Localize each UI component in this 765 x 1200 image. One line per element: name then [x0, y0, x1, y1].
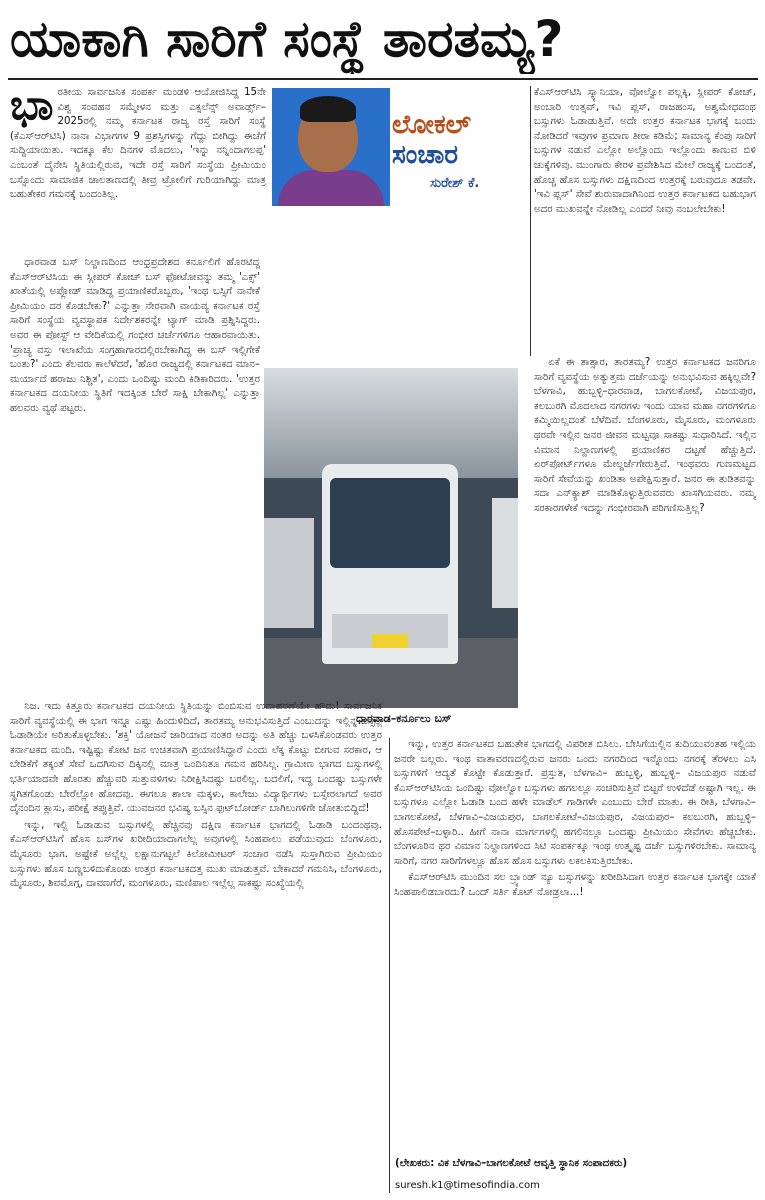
- paragraph-3: ನಿಜ. ಇದು ಕಿತ್ತೂರು ಕರ್ನಾಟಕದ ದಯನೀಯ ಸ್ಥಿತಿಯನ್ನು ಬಿಂಬಿಸುವ ಉದಾಹರಣೆಯೇ ಹೌದು! ಸಾರ್ವಜನಿಕ ಸಾರಿಗೆ ವ್ಯವಸ್ಥೆಯಲ್ಲಿ ಈ ಭಾಗ ಇನ್ನೂ ಎಷ್ಟು ಹಿಂದುಳಿದಿದೆ, ತಾರತಮ್ಯ ಅನುಭವಿಸುತ್ತಿದೆ ಎಂಬುದನ್ನು ಇಲ್ಲಿನ್ನ ಬಸ್ಸಲ್ಲಿ ಓಡಾಡಿಯೇ ಅರಿತುಕೊಳ್ಳಬೇಕು. 'ಶಕ್ತಿ' ಯೋಜನೆ ಜಾರಿಯಾದ ನಂತರ ಅದನ್ನು ಅತಿ ಹೆಚ್ಚು ಬಳಸಿಕೊಂಡವರು ಉತ್ತರ ಕರ್ನಾಟಕದ ಮಂದಿ. ಇಷ್ಟಿಷ್ಟು ಕೋಟಿ ಜನ ಉಚಿತವಾಗಿ ಪ್ರಯಾಣಿಸಿದ್ದಾರೆ ಎಂದು ಲೆಕ್ಕ ಕೊಟ್ಟು ಬೀಗುವ ಸರಕಾರ, ಆ ಬೇಡಿಕೆಗೆ ತಕ್ಕಂತೆ ಸೇವೆ ಒದಗಿಸುವ ದಿಕ್ಕಿನಲ್ಲಿ ಮಾತ್ರ ಒಂದಿನಿತೂ ಗಮನ ಹರಿಸಿಲ್ಲ. ಗ್ರಾಮೀಣ ಭಾಗದ ಬಸ್ಸುಗಳಲ್ಲಿ ಭರ್ತಿಯಾದವೇ ಹೊರತು ಹೆಚ್ಚುವರಿ ಸುತ್ತುವಳಿಗಳು ನಿರೀಕ್ಷಿಸಿದಷ್ಟು ಬರಲಿಲ್ಲ. ಬದಲಿಗೆ, ಇದ್ದ ಒಂದಷ್ಟು ಬಸ್ಸುಗಳೇ ಸ್ಥಗಿತಗೊಂಡು ಬೇರೆಲ್ಲೋ ಹೋದವು. ಈಗಲೂ ಶಾಲಾ ಮಕ್ಕಳು, ಕಾಲೇಜು ವಿದ್ಯಾರ್ಥಿಗಳು ಬಸ್ಸೇರಲಾಗದೆ ಅವರ ದೈನಂದಿನ ಕ್ಲಾಸು, ಪರೀಕ್ಷೆ ತಪ್ಪುತ್ತಿವೆ. ಯುವಜನರ ಭವಿಷ್ಯ ಬಸ್ಸಿನ ಫುಟ್‌ಬೋರ್ಡ್ ಬಾಗಿಲುಗಳಿಗೇ ಜೋತುಬಿದ್ದಿದೆ!: [10, 701, 382, 815]
- column-author: ಸುರೇಶ್ ಕೆ.: [430, 176, 480, 191]
- author-portrait: [272, 88, 390, 206]
- photo-main-bus: [322, 464, 458, 664]
- headline: ಯಾಕಾಗಿ ಸಾರಿಗೆ ಸಂಸ್ಥೆ ತಾರತಮ್ಯ?: [10, 10, 564, 68]
- column-divider: [389, 738, 390, 1193]
- right-paragraph-2: ಏಕೆ ಈ ತಾತ್ಸಾರ, ತಾರತಮ್ಯ? ಉತ್ತರ ಕರ್ನಾಟಕದ ಜನರಿಗೂ ಸಾರಿಗೆ ವ್ಯವಸ್ಥೆಯ ಅತ್ಯುತ್ತಮ ದರ್ಜೆಯನ್ನು ಅನುಭವಿಸುವ ಹಕ್ಕಿಲ್ಲವೇ? ಬೆಳಗಾವಿ, ಹುಬ್ಬಳ್ಳಿ–ಧಾರವಾಡ, ಬಾಗಲಕೋಟೆ, ವಿಜಯಪುರ, ಕಲಬುರಗಿ ಮೊದಲಾದ ನಗರಗಳು ಇಂದು ಯಾವ ಮಹಾ ನಗರಗಳಿಗೂ ಕಮ್ಮಿಯಿಲ್ಲದಂತೆ ಬೆಳೆದಿವೆ. ಬೆಂಗಳೂರು, ಮೈಸೂರು, ಮಂಗಳೂರು ಥರವೇ ಇಲ್ಲಿನ ಜನರ ಜೀವನ ಮಟ್ಟವೂ ಸಾಕಷ್ಟು ಸುಧಾರಿಸಿದೆ. ಇಲ್ಲಿನ ವಿಮಾನ ನಿಲ್ದಾಣಗಳಲ್ಲಿ ಪ್ರಯಾಣಿಕರ ದಟ್ಟಣೆ ಹೆಚ್ಚುತ್ತಿದೆ. ಏರ್‌ಪೋರ್ಟ್‌ಗಳೂ ಮೇಲ್ದರ್ಜೆಗೇರುತ್ತಿವೆ. ಇಂಥವರು ಗುಣಮಟ್ಟದ ಸಾರಿಗೆ ಸೇವೆಯನ್ನು ಖಂಡಿತಾ ಅಪೇಕ್ಷಿಸುತ್ತಾರೆ. ಜನರ ಈ ತುಡಿತವನ್ನು ಸದಾ ಎನ್‌ಕ್ಯಾಶ್ ಮಾಡಿಕೊಳ್ಳುತ್ತಿರುವವರು ಖಾಸಗಿಯವರು. ನಮ್ಮ ಸರಕಾರಗಳೇಕೆ ಇದನ್ನು ಗಂಭೀರವಾಗಿ ಪರಿಗಣಿಸುತ್ತಿಲ್ಲ?: [534, 357, 756, 514]
- article-column-left-bottom: [10, 700, 382, 1188]
- photo-bus-right: [492, 498, 518, 608]
- photo-caption: ಧಾರವಾಡ–ಕರ್ನೂಲು ಬಸ್: [356, 712, 452, 725]
- bus-photo: [264, 368, 518, 708]
- right-paragraph-4: ಕೆಎಸ್‌ಆರ್‌ಟಿಸಿ ಮುಂದಿನ ಸಲ ಬ್ರ್ಯಾಂಡ್ ನ್ಯೂ ಬಸ್ಸುಗಳನ್ನು ಖರೀದಿಸಿದಾಗ ಉತ್ತರ ಕರ್ನಾಟಕ ಭಾಗಕ್ಕೇ ಯಾಕೆ ಸಿಂಹಪಾಲಿಡಬಾರದು? ಒಂದ್ ಸರ್ತಿ ಕೊಟ್ ನೋಡ್ರಲಾ...!: [394, 872, 756, 898]
- headline-rule: [8, 78, 758, 80]
- intro-paragraph: ರತೀಯ ಸಾರ್ವಜನಿಕ ಸಂಪರ್ಕ ಮಂಡಳಿ ಆಯೋಜಿಸಿದ್ದ 15ನೇ ವಿಶ್ವ ಸಂವಹನ ಸಮ್ಮೇಳನ ಮತ್ತು ಎಕ್ಸಲೆನ್ಸ್ ಅವಾರ್ಡ್ಸ್–2025ರಲ್ಲಿ ನಮ್ಮ ಕರ್ನಾಟಕ ರಾಜ್ಯ ರಸ್ತೆ ಸಾರಿಗೆ ಸಂಸ್ಥೆ (ಕೆಎಸ್‌ಆರ್‌ಟಿಸಿ) ನಾನಾ ವಿಭಾಗಗಳ 9 ಪ್ರಶಸ್ತಿಗಳನ್ನು ಗೆದ್ದು ಬೀಗಿದ್ದು ಈಚೆಗೆ ಸುದ್ದಿಯಾಯಿತು. ಇದಕ್ಕೂ ಕೆಲ ದಿನಗಳ ಮೊದಲು, 'ಇನ್ನು ನನ್ನಿಂದಾಗಲಪ್ಪ' ಎಂಬಂತೆ ದೈನೇಸಿ ಸ್ಥಿತಿಯಲ್ಲಿರುವ, ಇದೇ ರಸ್ತೆ ಸಾರಿಗೆ ಸಂಸ್ಥೆಯ ಪ್ರೀಮಿಯಂ ಬಸ್ಸೊಂದು ಸಾಮಾಜಿಕ ಜಾಲತಾಣದಲ್ಲಿ ತೀವ್ರ ಟ್ರೋಲಿಗೆ ಗುರಿಯಾಗಿದ್ದು ಮಾತ್ರ ಬಹುತೇಕರ ಗಮನಕ್ಕೆ ಬಂದಂತಿಲ್ಲ.: [10, 87, 266, 201]
- article-column-left-top: [10, 86, 266, 252]
- right-paragraph-1: ಕೆಎಸ್‌ಆರ್‌ಟಿಸಿ ಸ್ಕ್ಯಾನಿಯಾ, ವೋಲ್ವೋ ಪಲ್ಲಕ್ಕಿ, ಸ್ಲೀಪರ್ ಕೋಚ್, ಅಂಬಾರಿ ಉತ್ಸವ್, ಇವಿ ಪ್ಲಸ್, ರಾಜಹಂಸ, ಅಶ್ವಮೇಧದಂಥ ಬಸ್ಸುಗಳು ಓಡಾಡುತ್ತಿವೆ. ಅದೇ ಉತ್ತರ ಕರ್ನಾಟಕ ಭಾಗಕ್ಕೆ ಬಂದು ನೋಡಿದರೆ ಇವುಗಳ ಪ್ರಮಾಣ ತೀರಾ ಕಡಿಮೆ; ಸಾಮಾನ್ಯ ಕೆಂಪು ಸಾರಿಗೆ ಬಸ್ಸುಗಳ ನಡುವೆ ಎಲ್ಲೋ ಅಲ್ಲೊಂದು ಇಲ್ಲೊಂದು ಕಾಣುವ ಬಿಳಿ ಚುಕ್ಕೆಗಳಿವು. ಮುಂಗಾರು ಕೇರಳ ಪ್ರವೇಶಿಸಿದ ಮೇಲೆ ರಾಜ್ಯಕ್ಕೆ ಬಂದಂತೆ, ಹೊಚ್ಚ ಹೊಸ ಬಸ್ಸುಗಳು ದಕ್ಷಿಣದಿಂದ ಉತ್ತರಕ್ಕೆ ಬರುವುದೂ ತಡವೇ. 'ಇವಿ ಪ್ಲಸ್' ಸೇವೆ ಶುರುವಾದಾಗಿನಿಂದ ಉತ್ತರ ಕರ್ನಾಟಕದ ಬಹುಭಾಗ ಅದರ ಮುಖವನ್ನೇ ನೋಡಿಲ್ಲ ಎಂದರೆ ನೀವು ನಂಬಲೇಬೇಕು!: [534, 87, 756, 215]
- article-column-right-mid: [534, 356, 756, 740]
- right-paragraph-3: ಇನ್ನು, ಉತ್ತರ ಕರ್ನಾಟಕದ ಬಹುತೇಕ ಭಾಗದಲ್ಲಿ ವಿಪರೀತ ಬಿಸಿಲು. ಬೇಸಿಗೆಯಲ್ಲಿನ ಕುದಿಯುವಂತಹ ಇಲ್ಲಿಯ ಜನರೇ ಬಲ್ಲರು. ಇಂಥ ವಾತಾವರಣದಲ್ಲಿರುವ ಜನರು ಒಂದು ನಗರದಿಂದ ಇನ್ನೊಂದು ನಗರಕ್ಕೆ ತೆರಳಲು ಎಸಿ ಬಸ್ಸುಗಳಿಗೆ ಆದ್ಯತೆ ಕೊಟ್ಟೇ ಕೊಡುತ್ತಾರೆ. ಪ್ರಸ್ತುತ, ಬೆಳಗಾವಿ– ಹುಬ್ಬಳ್ಳಿ, ಹುಬ್ಬಳ್ಳಿ– ವಿಜಯಪುರ ನಡುವೆ ಕೆಎಸ್‌ಆರ್‌ಟಿಸಿಯ ಒಂದಿಷ್ಟು ವೋಲ್ವೋ ಬಸ್ಸುಗಳು ಹಗಲಲ್ಲೂ ಸಂಚರಿಸುತ್ತಿವೆ ಬಿಟ್ಟರೆ ಉಳಿದೆಡೆ ಅಷ್ಟಾಗಿ ಇಲ್ಲ. ಈ ಬಸ್ಸುಗಳೂ ಎಲ್ಲೋ ಓಡಾಡಿ ಬಂದ ಹಳೇ ಮಾಡೆಲ್ ಗಾಡಿಗಳೇ ಎಂಬುದು ಬೇರೆ ಮಾತು. ಈ ರೀತಿ, ಬೆಳಗಾವಿ–ಬಾಗಲಕೋಟೆ, ಬೆಳಗಾವಿ–ವಿಜಯಪುರ, ಬಾಗಲಕೋಟೆ–ವಿಜಯಪುರ, ವಿಜಯಪುರ– ಕಲಬುರಗಿ, ಹುಬ್ಬಳ್ಳಿ– ಹೊಸಪೇಟೆ–ಬಳ್ಳಾರಿ.. ಹೀಗೆ ನಾನಾ ಮಾರ್ಗಗಳಲ್ಲಿ ಹಗಲಿನಲ್ಲೂ ಒಂದಷ್ಟು ಪ್ರೀಮಿಯಂ ಸೇವೆಗಳು ಹೆಚ್ಚಬೇಕು. ಬೆಂಗಳೂರಿನ ಥರ ವಿಮಾನ ನಿಲ್ದಾಣಗಳಿಂದ ಸಿಟಿ ಸಂಪರ್ಕಕ್ಕೂ ಇಂಥ ಉತ್ಕೃಷ್ಟ ದರ್ಜೆ ಬಸ್ಸುಗಳಿರಬೇಕು. ಸಾಮಾನ್ಯ ಸಾರಿಗೆ, ನಗರ ಸಾರಿಗೆಗಳಲ್ಲೂ ಹೊಸ ಹೊಸ ಬಸ್ಸುಗಳು ಲಕಲಕಿಸುತ್ತಿರಬೇಕು.: [394, 739, 756, 867]
- article-column-right-bottom: [394, 738, 756, 1152]
- column-name-line1: ಲೋಕಲ್: [392, 110, 471, 140]
- portrait-shirt: [278, 170, 384, 206]
- column-divider-top: [530, 86, 531, 356]
- bus-stand-canopy: [264, 368, 518, 478]
- dropcap: ಭಾ: [10, 86, 54, 129]
- author-email: suresh.k1@timesofindia.com: [395, 1180, 540, 1191]
- author-note: (ಲೇಖಕರು: ವಿಕ ಬೆಳಗಾವಿ–ಬಾಗಲಕೋಟೆ ಆವೃತ್ತಿ ಸ್ಥಾನಿಕ ಸಂಪಾದಕರು): [395, 1158, 628, 1169]
- paragraph-2: ಧಾರವಾಡ ಬಸ್ ನಿಲ್ದಾಣದಿಂದ ಆಂಧ್ರಪ್ರದೇಶದ ಕರ್ನೂಲಿಗೆ ಹೊರಟಿದ್ದ ಕೆಎಸ್‌ಆರ್‌ಟಿಸಿಯ ಈ ಸ್ಲೀಪರ್ ಕೋಚ್ ಬಸ್ ಫೋಟೋವನ್ನು ತಮ್ಮ 'ಎಕ್ಸ್' ಖಾತೆಯಲ್ಲಿ ಅಪ್ಲೋಡ್ ಮಾಡಿದ್ದ ಪ್ರಯಾಣಿಕರೊಬ್ಬರು, 'ಇಂಥ ಬಸ್ಸಿಗೆ ನಾನೇಕೆ ಪ್ರೀಮಿಯಂ ದರ ಕೊಡಬೇಕು?' ಎನ್ನುತ್ತಾ ನೇರವಾಗಿ ವಾಯವ್ಯ ಕರ್ನಾಟಕ ರಸ್ತೆ ಸಾರಿಗೆ ಸಂಸ್ಥೆಯ ವ್ಯವಸ್ಥಾಪಕ ನಿರ್ದೇಶಕರನ್ನೇ ಟ್ಯಾಗ್ ಮಾಡಿ ಪ್ರಶ್ನಿಸಿದ್ದರು. ಅವರ ಈ ಪೋಸ್ಟ್ ಆ ವೇದಿಕೆಯಲ್ಲಿ ಗಂಭೀರ ಚರ್ಚೆಗಳಿಗೂ ಆಹಾರವಾಯಿತು. 'ಪ್ರಾಚ್ಯ ವಸ್ತು ಇಲಾಖೆಯ ಸಂಗ್ರಹಾಗಾರದಲ್ಲಿರಬೇಕಾಗಿದ್ದ ಈ ಬಸ್ ಇಲ್ಲಿಗೇಕೆ ಬಂತು?' ಎಂದು ಕೆಲವರು ಕಾಲೆಳೆದರೆ, 'ಹೊರ ರಾಜ್ಯದಲ್ಲಿ ಕರ್ನಾಟಕದ ಮಾನ–ಮರ್ಯಾದೆ ಹರಾಜು ನಿಶ್ಚಿತ', ಎಂದು ಒಂದಿಷ್ಟು ಮಂದಿ ಕಿಡಿಕಾರಿದರು. 'ಉತ್ತರ ಕರ್ನಾಟಕದ ದಯನೀಯ ಸ್ಥಿತಿಗೆ ಇದಕ್ಕಿಂತ ಬೇರೆ ಸಾಕ್ಷಿ ಬೇಕಾಗಿಲ್ಲ' ಎನ್ನುತ್ತಾ ಹಲವರು ವ್ಯಥೆ ಪಟ್ಟರು.: [10, 257, 260, 414]
- article-column-left-mid: [10, 256, 260, 702]
- column-name-line2: ಸಂಚಾರ: [392, 140, 459, 170]
- portrait-hair: [300, 96, 356, 122]
- photo-bus-left: [264, 518, 314, 628]
- bus-number-plate: [372, 634, 408, 648]
- bus-windshield: [330, 478, 450, 568]
- paragraph-4: ಇನ್ನು, ಇಲ್ಲಿ ಓಡಾಡುವ ಬಸ್ಸುಗಳಲ್ಲಿ ಹೆಚ್ಚಿನವು ದಕ್ಷಿಣ ಕರ್ನಾಟಕ ಭಾಗದಲ್ಲಿ ಓಡಾಡಿ ಬಂದಂಥವು. ಕೆಎಸ್‌ಆರ್‌ಟಿಸಿಗೆ ಹೊಸ ಬಸ್‌ಗಳ ಖರೀದಿಯಾದಾಗಲೆಲ್ಲ ಅವುಗಳಲ್ಲಿ ಸಿಂಹಪಾಲು ಪಡೆಯುವುದು ಬೆಂಗಳೂರು, ಮೈಸೂರು ಭಾಗ. ಅಷ್ಟೇಕೆ ಅಲ್ಲೆಲ್ಲ ಲಕ್ಷಾನುಗಟ್ಟಲೆ ಕಿಲೋಮೀಟರ್ ಸಂಚಾರ ನಡೆಸಿ ಸುಸ್ತಾಗಿರುವ ಪ್ರೀಮಿಯಂ ಬಸ್ಸುಗಳು ಹೊಸ ಬಣ್ಣಬಳಿದುಕೊಂಡು ಉತ್ತರ ಕರ್ನಾಟಕದತ್ತ ಮುಖ ಮಾಡುತ್ತವೆ. ಬೇಕಾದರೆ ಗಮನಿಸಿ, ಬೆಂಗಳೂರು, ಮೈಸೂರು, ಶಿವಮೊಗ್ಗ, ದಾವಣಗೆರೆ, ಮಂಗಳೂರು, ಮಣಿಪಾಲ ಇಲ್ಲೆಲ್ಲ ಸಾಕಷ್ಟು ಸಂಖ್ಯೆಯಲ್ಲಿ: [10, 819, 382, 890]
- article-column-right-top: [534, 86, 756, 352]
